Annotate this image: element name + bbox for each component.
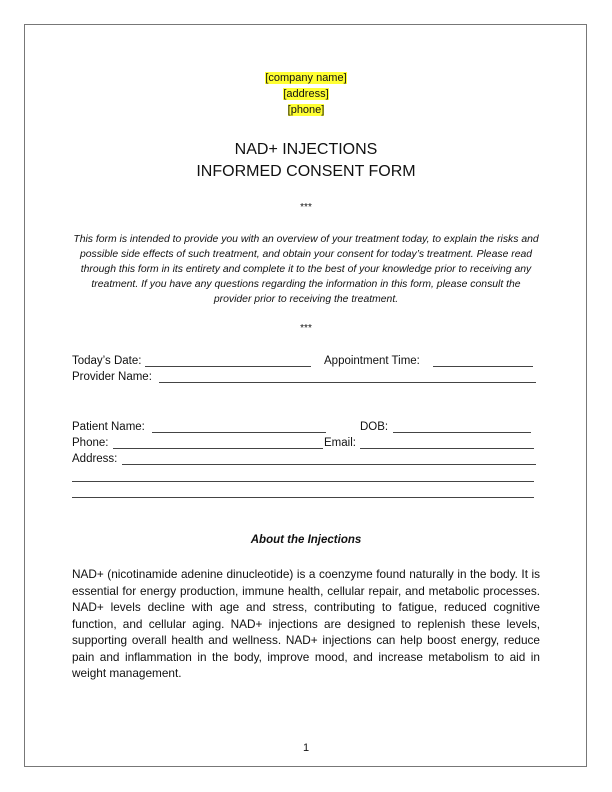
- separator-bottom: ***: [300, 323, 312, 334]
- address-label: Address:: [72, 453, 118, 465]
- address-field[interactable]: [122, 464, 536, 465]
- appointment-time-label: Appointment Time:: [324, 355, 420, 367]
- todays-date-field[interactable]: [145, 366, 311, 367]
- provider-name-label: Provider Name:: [72, 371, 152, 383]
- title-line-2: INFORMED CONSENT FORM: [196, 163, 416, 180]
- company-name: [company name]: [265, 72, 347, 84]
- page-number: 1: [302, 742, 310, 754]
- phone-label: Phone:: [72, 437, 109, 449]
- section-body: NAD+ (nicotinamide adenine dinucleotide) is a coenzyme found naturally in the body. It is essential for energy production, immune health, cellular repair, and metabolic processes. NAD+ levels decline with age and stress, contributing to fatigue, reduced cognitive function, and cellular aging. NAD+ injections are designed to replenish these levels, supporting overall health and wellness. NAD+ injections can help boost energy, reduce pain and inflammation in the body, improve mood, and increase metabolism to aid in weight management.: [72, 567, 540, 680]
- patient-name-field[interactable]: [152, 432, 326, 433]
- appointment-time-field[interactable]: [433, 366, 533, 367]
- title-line-1: NAD+ INJECTIONS: [234, 141, 378, 158]
- patient-name-label: Patient Name:: [72, 421, 145, 433]
- phone-field[interactable]: [113, 448, 323, 449]
- email-field[interactable]: [360, 448, 534, 449]
- address-field-line-2[interactable]: [72, 481, 534, 482]
- separator-top: ***: [300, 202, 312, 213]
- provider-name-field[interactable]: [159, 382, 536, 383]
- address-field-line-3[interactable]: [72, 497, 534, 498]
- section-heading: About the Injections: [250, 534, 362, 546]
- intro-paragraph: This form is intended to provide you with an overview of your treatment today, to explain the risks and possible side effects of such treatment, and obtain your consent for today’s treatment. Please read through this form in its entirety and complete it to the best of your knowledge prior to receiving any treatment. If you have any questions regarding the information in this form, please consult the provider prior to receiving the treatment.: [73, 234, 539, 305]
- dob-label: DOB:: [360, 421, 389, 433]
- email-label: Email:: [324, 437, 356, 449]
- company-address: [address]: [283, 88, 329, 100]
- company-phone: [phone]: [287, 104, 325, 116]
- dob-field[interactable]: [393, 432, 531, 433]
- todays-date-label: Today’s Date:: [72, 355, 142, 367]
